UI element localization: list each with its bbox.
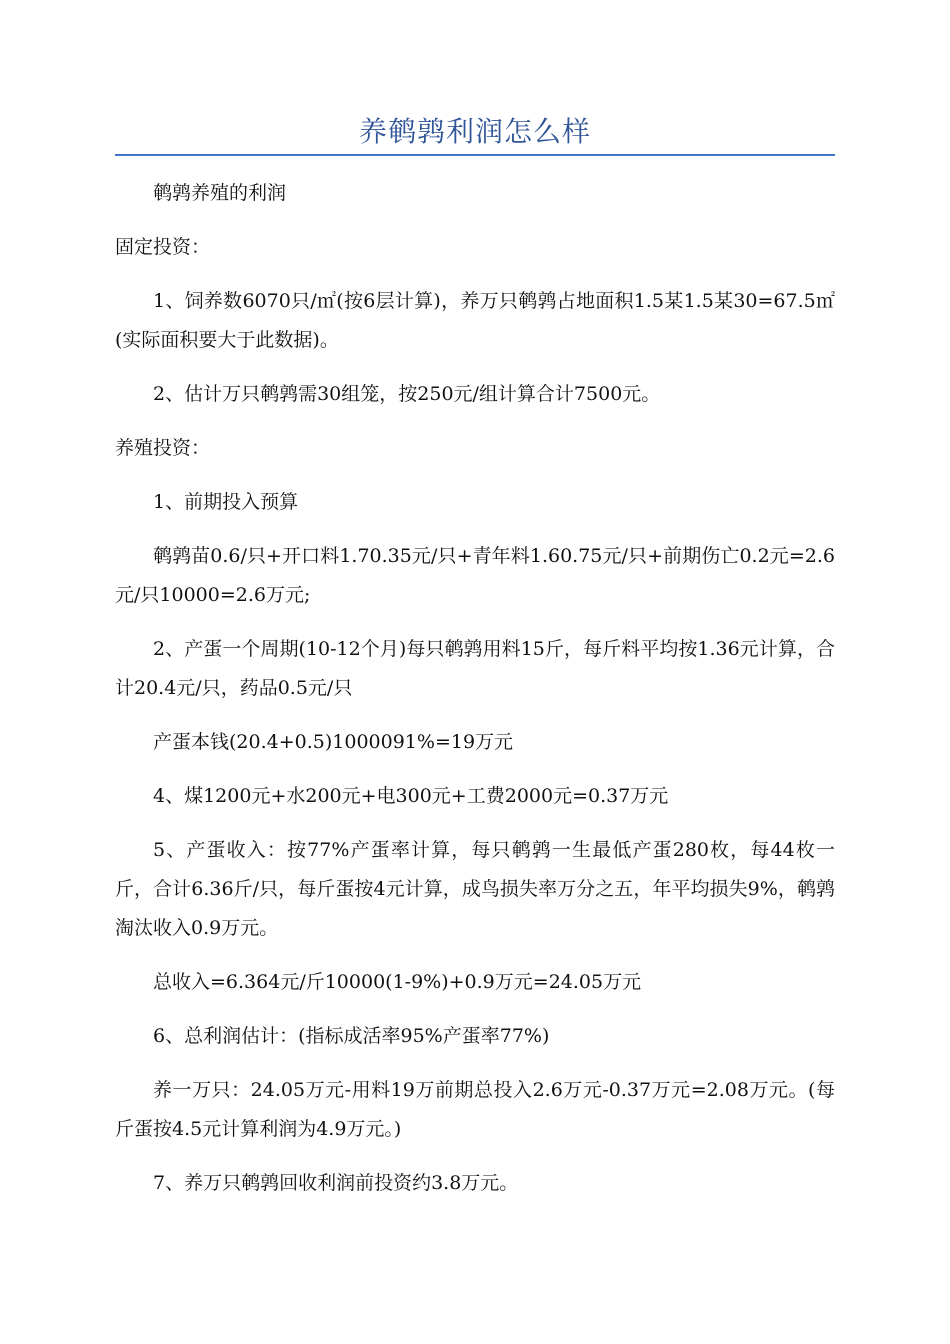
- paragraph: 1、前期投入预算: [153, 491, 299, 513]
- paragraph: 养殖投资：: [115, 437, 211, 459]
- paragraph: 产蛋本钱(20.4+0.5)1000091%=19万元: [153, 731, 514, 753]
- document-body: [115, 174, 835, 1218]
- paragraph: 5、产蛋收入：按77%产蛋率计算，每只鹌鹑一生最低产蛋280枚，每44枚一斤，合计6.36斤/只，每斤蛋按4元计算，成鸟损失率万分之五，年平均损失9%，鹌鹑淘汰收入0.9万元。: [115, 839, 835, 939]
- paragraph: 6、总利润估计：(指标成活率95%产蛋率77%): [153, 1025, 550, 1047]
- paragraph: 总收入=6.364元/斤10000(1-9%)+0.9万元=24.05万元: [153, 971, 642, 993]
- paragraph: 4、煤1200元+水200元+电300元+工费2000元=0.37万元: [153, 785, 669, 807]
- document-title: 养鹌鹑利润怎么样: [358, 115, 591, 148]
- paragraph: 固定投资：: [115, 236, 211, 258]
- paragraph: 2、产蛋一个周期(10-12个月)每只鹌鹑用料15斤，每斤料平均按1.36元计算，合计20.4元/只，药品0.5元/只: [115, 638, 835, 699]
- paragraph: 2、估计万只鹌鹑需30组笼，按250元/组计算合计7500元。: [153, 383, 661, 405]
- paragraph: 1、饲养数6070只/㎡(按6层计算)，养万只鹌鹑占地面积1.5某1.5某30=67.5㎡(实际面积要大于此数据)。: [115, 290, 835, 351]
- paragraph: 鹌鹑养殖的利润: [153, 182, 287, 204]
- title-underline: [115, 154, 835, 156]
- paragraph: 养一万只：24.05万元-用料19万前期总投入2.6万元-0.37万元=2.08万元。(每斤蛋按4.5元计算利润为4.9万元。): [115, 1079, 835, 1140]
- paragraph: 鹌鹑苗0.6/只+开口料1.70.35元/只+青年料1.60.75元/只+前期伤亡0.2元=2.6元/只10000=2.6万元;: [115, 545, 835, 606]
- paragraph: 7、养万只鹌鹑回收利润前投资约3.8万元。: [153, 1172, 519, 1194]
